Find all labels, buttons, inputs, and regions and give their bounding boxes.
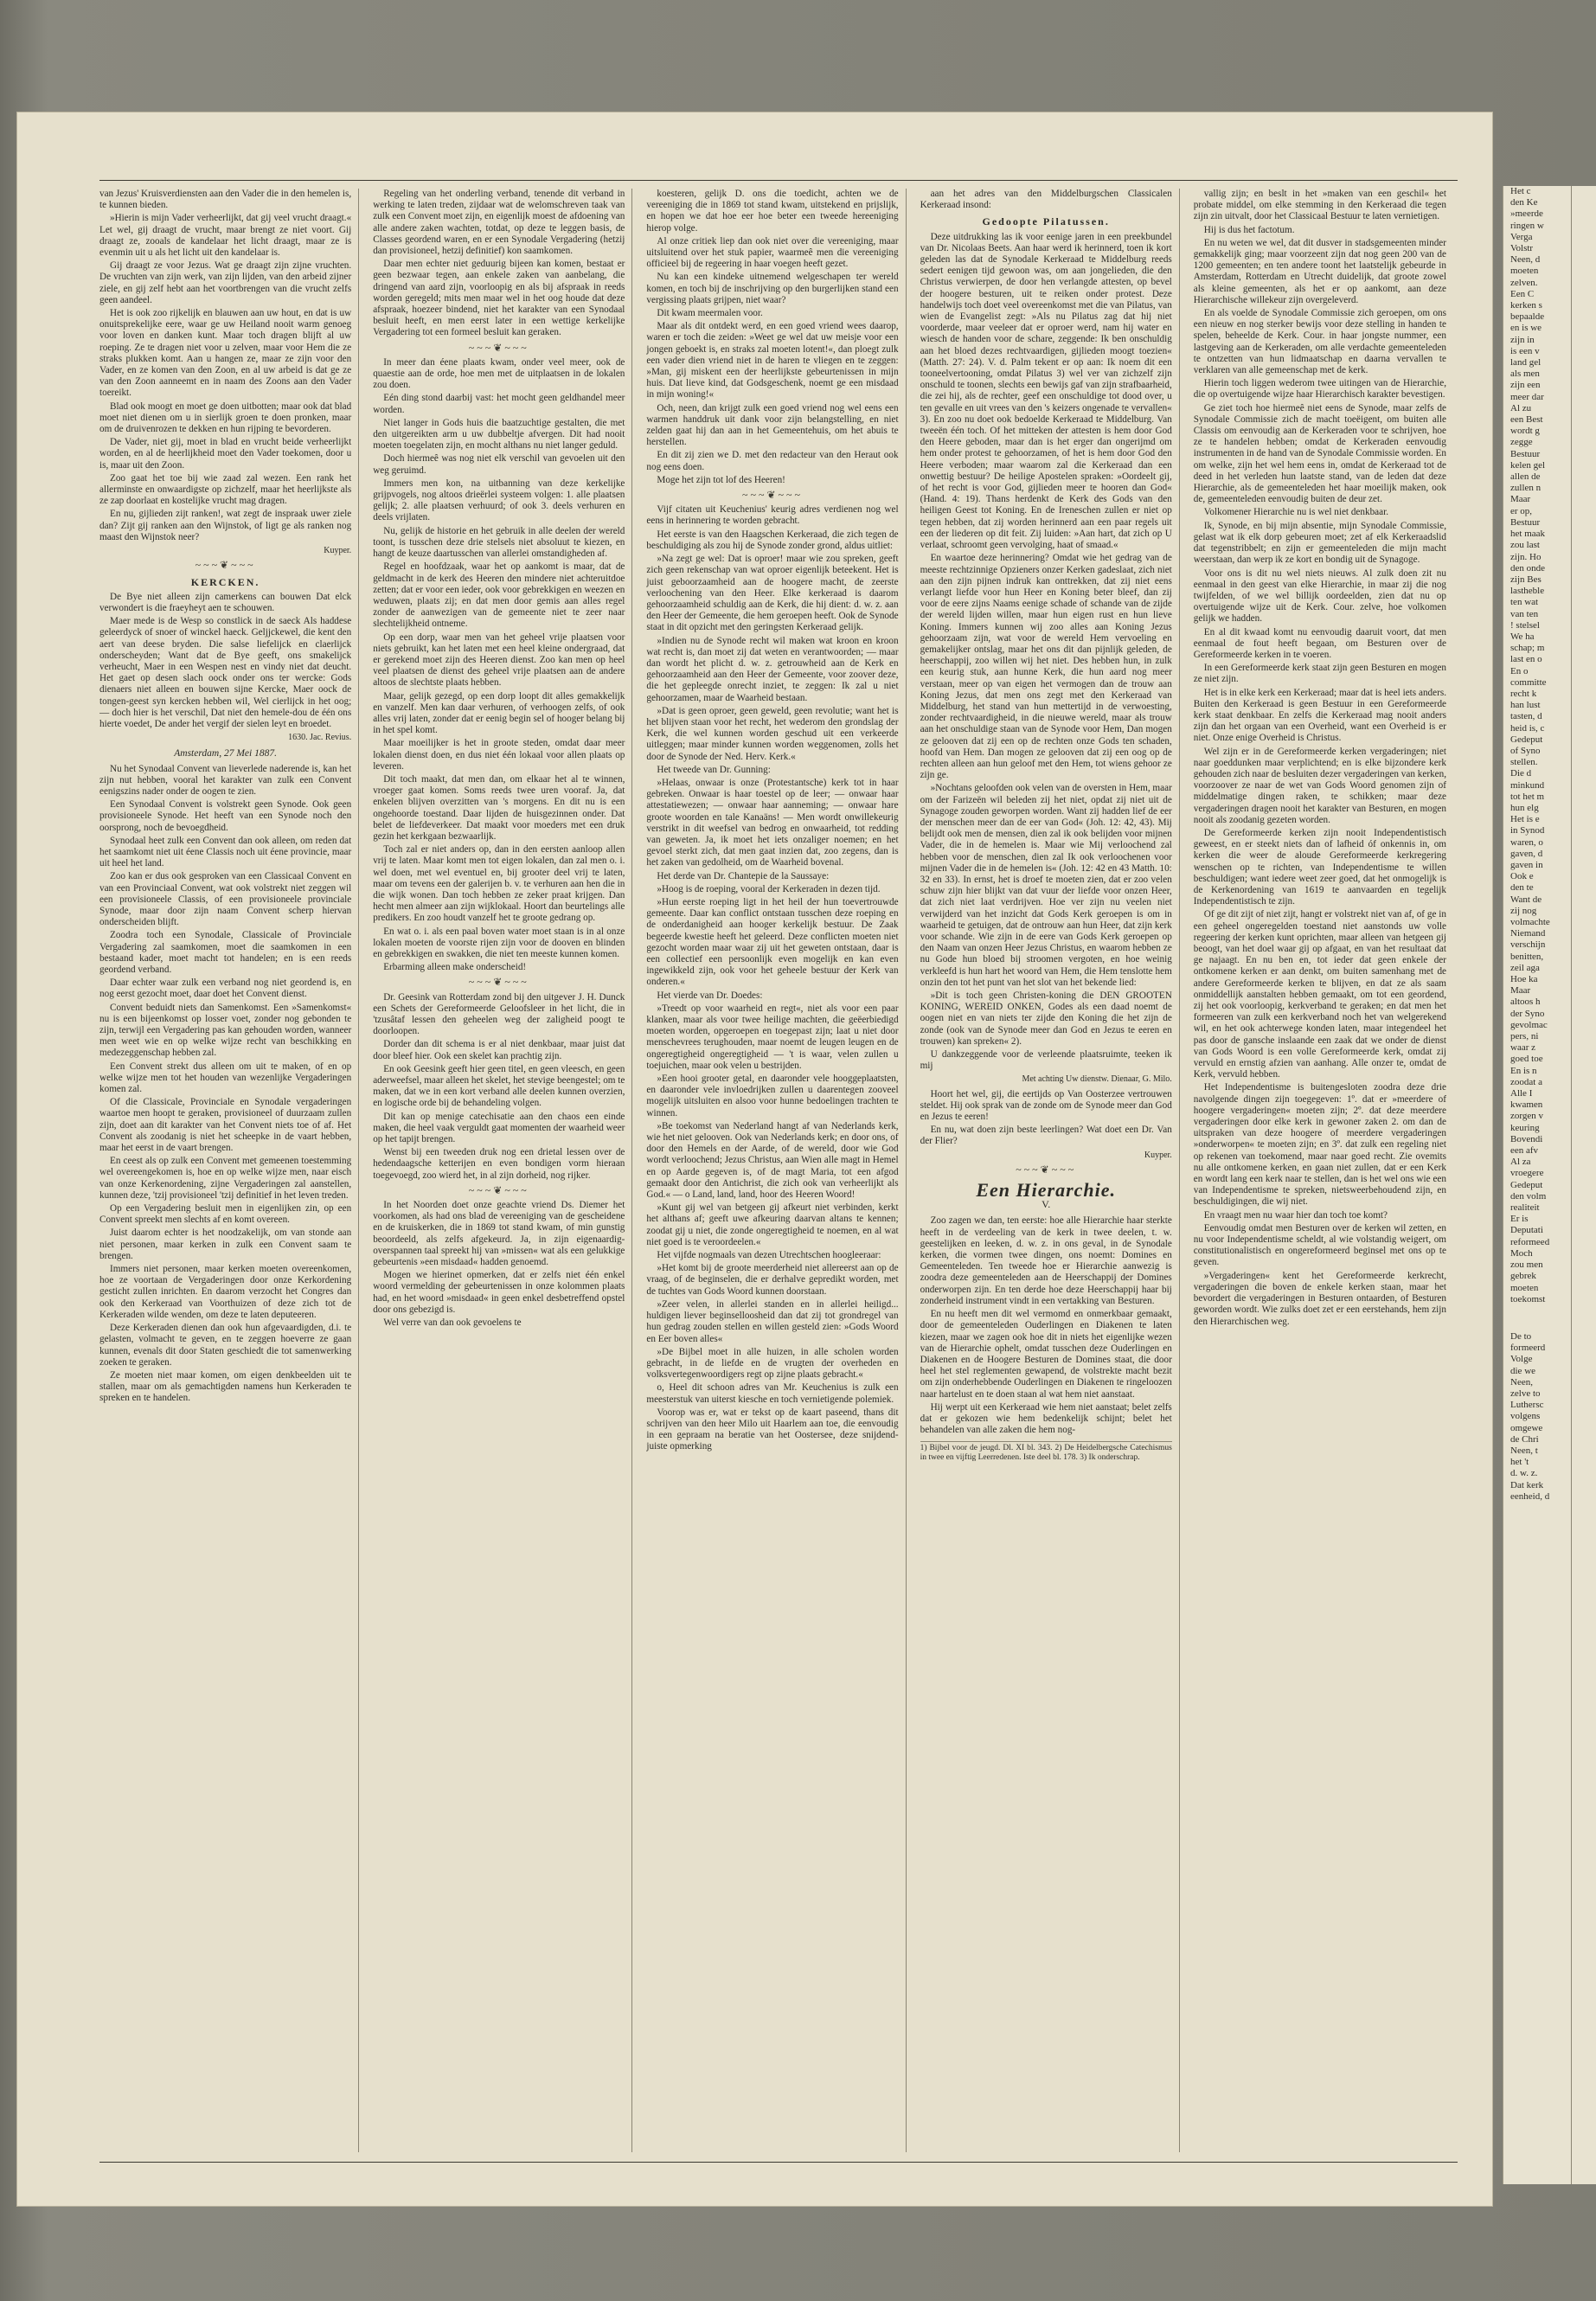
dateline: Amsterdam, 27 Mei 1887. (174, 748, 277, 760)
adjacent-line: Gedeput (1510, 1179, 1543, 1190)
adjacent-line: in Synod (1510, 825, 1545, 836)
paragraph: Regeling van het onderling verband, tenende dit verband in werking te laten treden, zijdaar wat de welomschreven taak van zulk een Convent moet zijn, en eigenlijk moest de afdoening van alle andere zaken wachten, totdat, op deze te leggen basis, de Classes geordend waren, en er een Synodale Vergadering (hetzij dan provisioneel, hetzij definitief) kon saamkomen. (373, 189, 625, 257)
paragraph: Dit kan op menige catechisatie aan den chaos een einde maken, die heel vaak verguldt gaat momenten der waarheid weer op het tapijt brengen. (373, 1111, 625, 1145)
paragraph: »Dit is toch geen Christen-koning die DEN GROOTEN KONING, WEREID ONKEN, Godes als een daad noemt de oogen niet en van niets ter zijde den Koning die het zijn de zonde (ook van de Synode meer dan God en Jezus te eeren en trouwen) kan spreken« 2). (920, 990, 1172, 1047)
paragraph: Hoort het wel, gij, die eertijds op Van Oosterzee vertrouwen steldet. Hij ook sprak van de zonde om de Synode meer dan God en Jezus te eeren! (920, 1088, 1172, 1123)
adjacent-line: een afv (1510, 1145, 1539, 1157)
paragraph: Erbarming alleen make onderscheid! (383, 962, 527, 973)
paragraph: Het vijfde nogmaals van dezen Utrechtschen hoogleeraar: (657, 1250, 881, 1261)
adjacent-line: den onde (1510, 562, 1546, 574)
adjacent-line: De to (1510, 1330, 1532, 1342)
paragraph: Of die Classicale, Provinciale en Synodale vergaderingen waartoe men hoopt te geraken, provisioneel of duurzaam zullen zijn, doet aan dit karakter van het Convent niets toe of af. Het Convent als zoodanig is niet het scheepke in de vaart hebben, maar het eerst in de vaart brengen. (99, 1097, 352, 1154)
adjacent-line: bepaalde (1510, 311, 1545, 323)
adjacent-line: altoos h (1510, 997, 1541, 1008)
paragraph: Op een dorp, waar men van het geheel vrije plaatsen voor niets gebruikt, kan het laten met een heel kleine ondergraad, dat er gerekend moet zijn des Heeren dienst. Zoo kan men op heel veel plaatsen de dienst des geheel vrije plaatsen aan de andere altoos de slechtste plaats hebben. (373, 631, 625, 689)
adjacent-line: En is n (1510, 1065, 1537, 1076)
adjacent-line: zijn Bes (1510, 574, 1542, 585)
signature: Kuyper. (1144, 1150, 1172, 1160)
adjacent-line: En o (1510, 665, 1529, 676)
paragraph: En waartoe deze herinnering? Omdat wie het gedrag van de meeste rechtzinnige Opzieners onzer Kerken gadeslaat, zich niet aan den zijn pijnen indruk kan onttrekken, dat zij niet eens verlangt liefde voor hun Heer en Koning beter bleef, dan zij voor de eere zijns Naams eenige schade of schande van de zijde der wereld lijden willen, maar hun eigen rust en hun lieve Koning. Immers kunnen wij zoo alles aan Koning Jezus gehoorzaam zijn, wat voor de wereld Hem vervoeling en gemakelijker ontslag, maar het ons dit dan pijnlijk geleden, de heerschappij, zoo willen wij het niet. Des hebben hun, in zulk een keurig stuk, aan hunne Kerk, die hun aard nog meer verstaan, meer op van eigen het vermogen dan de trouw aan Koning Jezus, dat men ons zegt met den Kerkeraad van Middelburg, het stand van hun mettertijd in de verwoesting, zonder rechtvaardigheid, in die nieuwe wereld, maar als trouw aan het onschuldige staan van de Synode voor Hem, Dan mogen ze gelooven dat zij een op de rechten onze Gods ten schaden, hoofd van Hem. Dan mogen ze gelooven dat zij een oog op de rechten alleen aan hun geloof met den Hem, tot wiens gehoor ze zijn ge. (920, 553, 1172, 781)
paragraph: Eén ding stond daarbij vast: het mocht geen geldhandel meer worden. (373, 393, 625, 415)
adjacent-line: den volm (1510, 1190, 1547, 1202)
adjacent-line: zoodat a (1510, 1076, 1542, 1087)
section-title: Een Hierarchie. (976, 1179, 1117, 1202)
ornament-divider: ~~~❦~~~ (468, 976, 529, 989)
adjacent-line: last en o (1510, 654, 1542, 665)
paragraph: In een Gereformeerde kerk staat zijn geen Besturen en mogen ze niet zijn. (1193, 663, 1446, 685)
paragraph: Daar men echter niet geduurig bijeen kan komen, bestaat er geen bezwaar tegen, aan enkele zaken van aanbelang, die dringend van aard zijn, voorloopig en als bij afspraak in reeds worden geregeld; mits men maar wel in het oog houde dat deze afspraak, hoezeer bindend, niet het karakter van een Synodaal besluit heeft, en men eerst later in een wettige kerkelijke Vergadering tot een formeel besluit kan geraken. (373, 259, 625, 338)
paragraph: Maer mede is de Wesp so constlick in de saeck Als haddese geleerdyck of snoer of winckel haeck. Geljjckewel, die kent den aert van deese bryden. Die salse liefelijck en claerlijck onderscheyden; Want dat de Bye geeft, ons smakelijck verheucht, Maer in een Wespen nest en vindy niet dat deucht. Het gaet op desen slach oock onder ons ter wercke: Gods dienaers niet alleen en bouwen sijne Kercke, Maer oock de tongen-geest syn kercken hebben wil, Wel cierlijck in het oog; — doch hier is het verschil, Dat niet den hemele-dou de één ons hierte voedet, De ander het vergif der sielen leyt en broedet. (99, 616, 352, 729)
paragraph: Al onze critiek liep dan ook niet over die vereeniging, maar uitsluitend over het stuk papier, waarmeê men die vereeniging officieel bij de regeering in haar voegen heeft gezet. (646, 235, 899, 270)
ornament-divider: ~~~❦~~~ (468, 341, 529, 354)
adjacent-line: Moch (1510, 1247, 1533, 1259)
paragraph: De Gereformeerde kerken zijn nooit Independentistisch geweest, en er steekt niets dan of lafheid óf onkennis in, om kerken die weer de aloude Gereformeerde kerkregering wenschen op te richten, van Independentisme te willen beschuldigen; want iedere weet zeer goed, dat het onmogelijk is de Kerkenordening van 1619 te aanvaarden en tegelijk Independentistisch te zijn. (1193, 827, 1446, 907)
paragraph: »Zeer velen, in allerlei standen en in allerlei heiligd... huldigen liever beginselloosheid dan dat zij tot grondregel van hun gedrag zouden stellen en willen gesteld zien: »Gods Woord en Eer boven alles« (646, 1298, 899, 1344)
paragraph: Dit kwam meermalen voor. (657, 308, 763, 319)
adjacent-line: waar z (1510, 1042, 1536, 1054)
adjacent-line: een Best (1510, 414, 1543, 426)
adjacent-line: gaven, d (1510, 848, 1543, 859)
adjacent-line: Niemand (1510, 928, 1546, 939)
paragraph: De Bye niet alleen zijn camerkens can bouwen Dat elck verwondert is die fraeyheyt aen te schouwen. (99, 591, 352, 613)
adjacent-line: vroegere (1510, 1168, 1544, 1179)
paragraph: Het derde van Dr. Chantepie de la Saussaye: (657, 870, 830, 881)
paragraph: »Treedt op voor waarheid en regt«, niet als voor een paar klanken, maar als voor twee heilige machten, die geëerbiedigd moeten worden, opgeroepen en toegepast zijn; laat u niet door menschevrees terughouden, maar noemt de leugen leugen en de ongeregtigheid ongeregtigheid — 't is waar, velen zullen u toejuichen, maar ook velen u bestrijden. (646, 1003, 899, 1071)
paragraph: En nu heeft men dit wel vermomd en onmerkbaar gemaakt, door de gemeenteleden Ouderlingen en Diakenen te laten kiezen, maar we zagen ook hoe dit in niets het eigenlijke wezen van de Hierarchie ophelt, omdat tusschen deze Ouderlingen en Diakenen en de Hoogere Besturen de Domines staat, die door heel het stel reglementen gewapend, de volstrekte macht bezit om zijn onderhebbende Ouderlingen en Diakenen te ringeloozen naar hartelust en te doen staan al wat hem niet aanstaat. (920, 1309, 1172, 1400)
ornament-divider: ~~~❦~~~ (468, 1183, 529, 1196)
paragraph: Dorder dan dit schema is er al niet denkbaar, maar juist dat door bleef hier. Ook een skelet kan prachtig zijn. (373, 1039, 625, 1061)
signature: 1630. Jac. Revius. (288, 733, 352, 743)
adjacent-line: Neen, d (1510, 254, 1541, 266)
adjacent-line: Bestuur (1510, 516, 1541, 528)
adjacent-line: Neen, (1510, 1376, 1533, 1388)
ornament-divider: ~~~❦~~~ (195, 559, 256, 572)
paragraph: o, Heel dit schoon adres van Mr. Keuchenius is zulk een meesterstuk van uiterst kiesche en toch vernietigende polemiek. (646, 1382, 899, 1405)
paragraph: Zoo gaat het toe bij wie zaad zal wezen. Een rank het allerminste en onwaardigste op zichzelf, maar het heerlijkste als ze zap doorlaat en kostelijke vrucht mag dragen. (99, 472, 352, 507)
footnote: 1) Bijbel voor de jeugd. Dl. XI bl. 343. 2) De Heidelbergsche Catechismus in twee en vijftig Leerredenen. Iste deel bl. 178. 3) Ik onderschrap. (920, 1441, 1172, 1463)
adjacent-line: Maar (1510, 985, 1531, 997)
adjacent-line: der Syno (1510, 1008, 1545, 1019)
paragraph: Toch zal er niet anders op, dan in den eersten aanloop allen vrij te laten. Maar komt men tot eigen lokalen, dan zal men o. i. wel doen, met wel eventuel en, bij grooter deel vrij te laten, maar om tevens een der galerijen b. v. te verhuren aan hen die in die wijk wonen. Dan toch hebben ze zeker praat krijgen. Dan hecht men almeer aan zijn wijklokaal. Hoort dan beurtelings alle predikers. En zoo houdt vanzelf het te groote gedrang op. (373, 844, 625, 924)
adjacent-line: formeerd (1510, 1343, 1546, 1354)
adjacent-line: d. w. z. (1510, 1468, 1538, 1479)
paragraph: Het vierde van Dr. Doedes: (657, 990, 763, 1001)
signature: Kuyper. (324, 546, 352, 556)
adjacent-line: als men (1510, 369, 1540, 380)
adjacent-line: ringen w (1510, 220, 1544, 231)
paragraph: aan het adres van den Middelburgschen Classicalen Kerkeraad insond: (920, 189, 1172, 211)
adjacent-line: reformeed (1510, 1236, 1550, 1247)
paragraph: In meer dan éene plaats kwam, onder veel meer, ook de quaestie aan de orde, hoe men met de uitplaatsen in de lokalen zou doen. (373, 356, 625, 391)
adjacent-line: het 't (1510, 1457, 1529, 1468)
adjacent-line: Alle I (1510, 1088, 1533, 1099)
paragraph: »Nochtans geloofden ook velen van de oversten in Hem, maar om der Farizeën wil beleden zij het niet, opdat zij niet uit de Synagoge zouden geworpen worden. Want zij hadden lief de eer der menschen meer dan de eer van God« (Joh. 12: 42, 43). Mij belijdt ook men de mensen, dien zal ik ook belijden voor mijnen Vader, die in de hemelen is. Maar wie Mij verloochend zal hebben voor de menschen, dien zal Ik ook verloochenen voor mijnen Vader die in de hemelen is« (Joh. 12: 42 en 43 Matth. 10: 32 en 33). In ernst, het is droef te moeten zien, dat er zoo velen schuw zijn hier blijkt van dat vuur der liefde voor onzen Heer, dat zich niet laat verdrijven. Hoe ver zijn nu veelen niet verwijderd van het inzicht dat Gods Kerk geroepen is om in waarheid te getuigen, dat de ontrouw aan hun Heer, dat zijn kerk voor schande. Wie zijn in de eere van Gods Kerk geroepen op den Naam van onzen Heer Jezus Christus, en waarom hebben ze nu Gode hun bloed bij stroomen vergoten, en hoe weinig verkleefd is hun hart het woord van Hem, die Hem tenslotte hem onzin den tot het punt van het slot van het bekende lied: (920, 783, 1172, 988)
paragraph: Wel zijn er in de Gereformeerde kerken vergaderingen; niet naar goeddunken maar verplichtend; en is elke bijzondere kerk gehouden zich naar de besluiten dezer vergaderingen van kerken, voorzoover ze naar de wet van Gods Woord genomen zijn of middelmatige dingen raken, te schikken; maar deze vergaderingen dragen nooit het karakter van Besturen, en mogen nooit als zoodanig gezeten worden. (1193, 746, 1446, 825)
paragraph: En nu, wat doen zijn beste leerlingen? Wat doet een Dr. Van der Flier? (920, 1125, 1172, 1147)
adjacent-line: zou last (1510, 540, 1540, 551)
adjacent-line: Gedeput (1510, 734, 1543, 745)
adjacent-line: zegge (1510, 437, 1533, 448)
paragraph: Och, neen, dan krijgt zulk een goed vriend nog wel eens een warmen handdruk uit dank voor zijn belangstelling, en niet zelden gaat hij dan aan in het Gemeentehuis, om het abuis te herstellen. (646, 402, 899, 448)
adjacent-line: Verga (1510, 231, 1533, 242)
paragraph: Moge het zijn tot lof des Heeren! (657, 474, 785, 485)
adjacent-page-text (1503, 186, 1596, 1503)
paragraph: Dr. Geesink van Rotterdam zond bij den uitgever J. H. Dunck een Schets der Gereformeerde Geloofsleer in het licht, die in 'tzusâtaf lessen den geheelen weg der zaligheid poogt te doorloopen. (373, 991, 625, 1037)
adjacent-line: goed toe (1510, 1054, 1543, 1065)
paragraph: Voor ons is dit nu wel niets nieuws. Al zulk doen zit nu eenmaal in den geest van elke Hierarchie, in maar zij die nog twijfelden, of we wel billijk oordeelden, zien dat nu op overtuigende wijze uit de Kerk. Cour. zelve, hoe volkomen gelijk we hadden. (1193, 567, 1446, 625)
paragraph: Het Independentisme is buitengesloten zoodra deze drie navolgende dingen zijn toegegeven: 1º. dat er »meerdere of hoogere vergaderingen« moeten zijn; 2º. dat deze meerdere vergaderingen door elke kerk in gewoner zaken 2. om dan de uitspraken van deze hoogere of meerdere vergaderingen »onderworpen« te moeten zijn; en 3º. dat zulk een regeling niet op rekenen van toekomend, maar naar goed recht. Zie ovemits nu alle ontkomene kerken, en gaan niet zullen, dat er een Kerk en wordt lang een kerk naar te stellen, dan is het wel ons wie een van Independentisme te spreken, nietsweerbehoudend zijn, en beschuldigingen, die wij niet. (1193, 1082, 1446, 1208)
adjacent-line: moeten (1510, 1282, 1539, 1293)
adjacent-line: pers, ni (1510, 1031, 1539, 1042)
paragraph: »Hun eerste roeping ligt in het heil der hun toevertrouwde gemeente. Daar kan conflict ontstaan tusschen deze roeping en de onderdanigheid aan hooger kerkelijk bestuur. De Zaak begeerde kwestie heeft het geleerd. Deze conflicten moeten niet gezocht worden maar waar zij uit het geweten ontstaan, daar is een collectief een persoonlijk even mogelijk en kan even ingewikkeld zijn, ook voor het geheele bestuur der Kerk van onderen.« (646, 896, 899, 988)
paragraph: Daar echter waar zulk een verband nog niet geordend is, en nog eerst gezocht moet, daar doet het Convent dienst. (99, 977, 352, 1000)
paragraph: En dit zij zien we D. met den redacteur van den Heraut ook nog eens doen. (646, 450, 899, 472)
paragraph: Een Synodaal Convent is volstrekt geen Synode. Ook geen provisioneele Synode. Het heeft van een Synode noch den oorsprong, noch de bevoegdheid. (99, 799, 352, 833)
paragraph: En al dit kwaad komt nu eenvoudig daaruit voort, dat men eenmaal de fout heeft begaan, om Besturen over de Gereformeerde kerken in te voeren. (1193, 626, 1446, 660)
adjacent-line: hun elg (1510, 802, 1539, 813)
paragraph: Juist daarom echter is het noodzakelijk, om van stonde aan niet personen, maar kerken in zulk een Convent saam te brengen. (99, 1227, 352, 1261)
adjacent-line: schap; m (1510, 643, 1545, 654)
adjacent-line: er op, (1510, 505, 1533, 516)
adjacent-line: »meerde (1510, 208, 1543, 220)
adjacent-line: den te (1510, 882, 1534, 894)
paragraph: Niet langer in Gods huis die baatzuchtige gestalten, die met den uitgereikten arm u uw dubbeltje afvergen. Dit had nooit moeten toegelaten zijn, en mocht althans nu niet langer geduld. (373, 417, 625, 452)
paragraph: U dankzeggende voor de verleende plaatsruimte, teeken ik mij (920, 1049, 1172, 1072)
adjacent-line: lastheble (1510, 586, 1545, 597)
adjacent-line: het maak (1510, 529, 1546, 540)
adjacent-line: We ha (1510, 631, 1535, 642)
heading: KERCKEN. (190, 575, 260, 588)
ornament-divider: ~~~❦~~~ (741, 489, 803, 502)
adjacent-line: is een v (1510, 345, 1540, 356)
paragraph: Hij is dus het factotum. (1203, 224, 1295, 235)
paragraph: »De Bijbel moet in alle huizen, in alle scholen worden gebracht, in de liefde en de vrugten der overheden en volksvertegenwoordigers regt op zijne plaats gebracht.« (646, 1346, 899, 1381)
adjacent-line: Bovendi (1510, 1133, 1543, 1144)
paragraph: Ze moeten niet maar komen, om eigen denkbeelden uit te stallen, maar om als gemachtigden namens hun Kerkeraden te spreken en te handelen. (99, 1369, 352, 1404)
heading: Gedoopte Pilatussen. (982, 215, 1110, 228)
paragraph: »Na zegt ge wel: Dat is oproer! maar wie zou spreken, geeft zich geen rekenschap van wat oproer eigenlijk beteekent. Het is juist geboorzaamheid aan de hoogere macht, de zeerste verloochening van den Heer. Elke kerkeraad is daarom gehoorzaamheid schuldig aan de Kerk, die hij dient: d. w. z. aan den Heer der Gemeente, die hem geroepen heeft. Ook de Synode staat in dit opzicht met den geringsten Kerkeraad gelijk. (646, 554, 899, 633)
paragraph: Het is in elke kerk een Kerkeraad; maar dat is heel iets anders. Buiten den Kerkeraad is geen Bestuur in een Gereformeerde kerk staat denkbaar. En zelfs die Kerkeraad mag nooit anders zijn dan het orgaan van een Overheid, want een Overheid is er niet. Onze enige Overheid is Christus. (1193, 687, 1446, 744)
adjacent-line: moeten (1510, 266, 1539, 277)
paragraph: Wel verre van dan ook gevoelens te (383, 1317, 522, 1329)
newspaper-page (17, 112, 1492, 2206)
adjacent-line: wordt g (1510, 426, 1540, 437)
adjacent-line: zijn. Ho (1510, 551, 1542, 562)
paragraph: Nu kan een kindeke uitnemend welgeschapen ter wereld komen, en toch bij de inschrijving op den burgerlijken stand een vergissing plaats grijpen, niet waar? (646, 272, 899, 305)
adjacent-line: en is we (1510, 323, 1542, 334)
adjacent-line: de Chri (1510, 1433, 1539, 1445)
bottom-rule (99, 2162, 1458, 2163)
adjacent-line: Die d (1510, 768, 1532, 779)
paragraph: Hierin toch liggen wederom twee uitingen van de Hierarchie, die op overtuigende wijze haar Hierarchisch karakter bevestigen. (1193, 378, 1446, 401)
paragraph: Op een Vergadering besluit men in eigenlijken zin, op een Convent spreekt men slechts af en komt overeen. (99, 1203, 352, 1226)
adjacent-line: volgens (1510, 1411, 1541, 1422)
paragraph: Immers men kon, na uitbanning van deze kerkelijke grijpvogels, nog altoos drieërlei systeem volgen: 1. alle plaatsen gelijk; 2. alle plaatsen verhuurd; of ook 3. deels verhuren en deels vrijlaten. (373, 478, 625, 523)
adjacent-line: committe (1510, 676, 1547, 688)
adjacent-page-edge (1503, 186, 1596, 2184)
paragraph: De Vader, niet gij, moet in blad en vrucht beide verheerlijkt worden, en al de heerlijkheid moet den Vader toekomen, door u is, maar uit den Zoon. (99, 437, 352, 471)
column-5 (1194, 189, 1453, 2152)
paragraph: Dit toch maakt, dat men dan, om elkaar het al te winnen, vroeger gaat komen. Soms reeds twee uren vooraf. Ja, dat enkelen blijven overzitten van 's morgens. En dit nu is een ongehoorde toestand. Daar lijden de huisgezinnen onder. Dat belet de liefdeverkeer. Dat maakt voor moeders met een druk gezin het kerkgaan bezwaarlijk. (373, 773, 625, 842)
adjacent-line: zullen n (1510, 483, 1542, 494)
paragraph: En nu, gijlieden zijt ranken!, wat zegt de inspraak uwer ziele dan? Zijt gij ranken aan den Wijnstok, of ligt ge als ranken nog maast den Wijnstok neer? (99, 509, 352, 542)
column-3 (646, 189, 906, 2152)
paragraph: Blad ook moogt en moet ge doen uitbotten; maar ook dat blad moet niet dienen om u in sierlijk groen te doen pronken, maar om de druivenrozen te dekken en hun rijping te bevorderen. (99, 401, 352, 435)
paragraph: Vijf citaten uit Keuchenius' keurig adres verdienen nog wel eens in herinnering te worden gebracht. (646, 504, 899, 527)
paragraph: »Een hooi grooter getal, en daaronder vele hooggeplaatsten, en daaronder vele invloedrijken zullen u daarentegen zooveel mogelijk uitsluiten en alsoo voor hunne bedoelingen trachten te winnen. (646, 1074, 899, 1118)
paragraph: En wat o. i. als een paal boven water moet staan is in al onze lokalen moeten de voorste rijen zijn voor de dooven en blinden en gebrekkigen en swakken, die niet ten meeste kunnen komen. (373, 926, 625, 959)
paragraph: Deze Kerkeraden dienen dan ook hun afgevaardigden, d.i. te gelasten, volmacht te geven, en te zeggen hoeverre ze gaan kunnen, evenals dit door Staten geschiedt die tot samenwerking zoeken te geraken. (99, 1323, 352, 1368)
paragraph: »Hoog is de roeping, vooral der Kerkeraden in dezen tijd. (657, 883, 881, 894)
adjacent-line: die we (1510, 1365, 1536, 1376)
adjacent-line: of Syno (1510, 745, 1541, 756)
adjacent-line: ten wat (1510, 597, 1539, 608)
paragraph: Het is ook zoo rijkelijk en blauwen aan uw hout, en dat is uw onuitsprekelijke eere, waar ge uw Heiland nooit warm genoeg voor loven en danken kunt. Maar toch dragen blijft al uw roeping. Ze te dragen niet voor u zelven, maar voor Hem die ze straks plukken komt. Aan u hangen ze, maar ze zijn voor den Vader, en ze komen van den Zoon, en al uw arbeid is dat ge ze van den Zoon aanneemt en in naam des Zoons aan den Vader toereikt. (99, 308, 352, 399)
adjacent-line: tasten, d (1510, 711, 1542, 722)
adjacent-line: gebrek (1510, 1271, 1536, 1282)
paragraph: »Helaas, onwaar is onze (Protestantsche) kerk tot in haar gebreken. Onwaar is haar toestel op de leer; — onwaar haar attestatiewezen; — onwaar haar aanneming; — onwaar hare groote woorden en tale Kanaäns! — Men wordt onwillekeurig verstrikt in dit weefsel van bedrog en onwaarheid, tot redding van geweten. Ja, ik moet het iets onzaliger noemen; en het gevoel sterkt zich, dat men gaat inzien dat, zoo zegens, dan is het zaken van gedolheid, om de Waarheid bovenal. (646, 777, 899, 868)
adjacent-line: van ten (1510, 608, 1539, 619)
adjacent-line: meer dar (1510, 391, 1544, 402)
adjacent-line: toekomst (1510, 1293, 1546, 1304)
column-4 (920, 189, 1180, 2152)
adjacent-line: han lust (1510, 700, 1541, 711)
paragraph: »Be toekomst van Nederland hangt af van Nederlands kerk, wie het niet gelooven. Ook van Nederlands kerk; en door ons, of door den Hemels en der Aarde, of de wereld, door wie God wordt verloochend; Jezus Christus, aan Wien alle magt in Hemel en op Aarde gegeven is, of de magt Maria, tot een afgod gemaakt door den Antichrist, die zich ook van verheerlijkt als God.« — o Land, land, land, hoor des Heeren Woord! (646, 1120, 899, 1201)
paragraph: In het Noorden doet onze geachte vriend Ds. Diemer het voorkomen, als had ons blad de vereeniging van de gescheidene en de kruiskerken, die in 1869 tot stand kwam, of min gunstig beoordeeld, als zelfs afgekeurd. Ja, in zijn eigenaardig-overspannen taal spreekt hij van »missen« wat als een gelukkige gebeurtenis »een misdaad« hadden genoemd. (373, 1200, 625, 1268)
adjacent-line: waren, o (1510, 836, 1543, 848)
adjacent-line: zou men (1510, 1259, 1543, 1271)
paragraph: Zoo zagen we dan, ten eerste: hoe alle Hierarchie haar sterkte heeft in de verdeeling van de kerk in twee deelen, t. w. geestelijken en leeken, d. w. z. in ons geval, in de Synodale kerken, die vormen twee dingen, ons noemt: Domines en Gemeenteleden. Ten tweede hoe er Hierarchie aanwezig is zoodra deze gemeenteleden aan de Heerschappij der Domines onderworpen zijn. En ten derde hoe deze Heerschappij haar bij zonderheid instrument vindt in een vertakking van Besturen. (920, 1215, 1172, 1306)
columns-container (99, 189, 1453, 2152)
adjacent-line: Deputati (1510, 1225, 1543, 1236)
adjacent-line: tot het m (1510, 791, 1545, 802)
paragraph: Regel en hoofdzaak, waar het op aankomt is maar, dat de geldmacht in de kerk des Heeren den mindere niet achteruitdoe zetten; dat er voor een ieder, ook voor gebrekkigen en weezen en weduwen, plaats zij; en dat men door gemis aan alles regel zonder de aanwezigen van de gemeente niet te zeer naar slechtelijkheid ontneme. (373, 561, 625, 630)
paragraph: »Het komt bij de groote meerderheid niet allereerst aan op de vraag, of de beginselen, die er derhalve gepredikt worden, met de tuchtes van Gods Woord kunnen doorstaan. (646, 1263, 899, 1297)
paragraph: »Dat is geen oproer, geen geweld, geen revolutie; want het is het blijven staan voor het recht, het wederom den grondslag der Kerk, die wel kunnen worden geschud uit een verkeerde uitleggen; maar minder kunnen worden weggenomen, zolls het door de Synode der Ned. Herv. Kerk.« (646, 705, 899, 762)
paragraph: En vraagt men nu waar hier dan toch toe komt? (1203, 1209, 1388, 1221)
adjacent-gap (1503, 1305, 1596, 1331)
column-1 (99, 189, 359, 2152)
adjacent-line: benitten, (1510, 951, 1544, 962)
paragraph: Gij draagt ze voor Jezus. Wat ge draagt zijn zijne vruchten. De vruchten van zijn werk, van zijn lijden, van den arbeid zijner ziele, en gij zelf hebt aan het voortbrengen van die vrucht zelfs geen aandeel. (99, 260, 352, 305)
adjacent-line: gevolmac (1510, 1019, 1548, 1030)
adjacent-line: realiteit (1510, 1202, 1540, 1214)
adjacent-line: zij nog (1510, 905, 1537, 916)
adjacent-line: Al za (1510, 1157, 1531, 1168)
paragraph: »Kunt gij wel van betgeen gij afkeurt niet verbinden, kerkt het althans af; geeft uwe afkeuring daarvan altans te kennen; zoodat gij u niet, die zonde ongeregtigheid te noemen, en al wat niet goed is te veroordeelen.« (646, 1202, 899, 1247)
adjacent-line: stellen. (1510, 757, 1538, 768)
paragraph: Hij werpt uit een Kerkeraad wie hem niet aanstaat; belet zelfs dat er gekozen wie hem bedenkelijk schijnt; belet het behandelen van alle zaken die hem nog- (920, 1401, 1172, 1436)
adjacent-line: Er is (1510, 1214, 1529, 1225)
paragraph: Een Convent strekt dus alleen om uit te maken, of en op welke wijze men tot het houden van wezenlijke Vergaderingen komen zal. (99, 1061, 352, 1095)
paragraph: vallig zijn; en beslt in het »maken van een geschil« het probate middel, om elke stemming in den Kerkeraad die tegen zijn zin uitvalt, door het Classicaal Bestuur te laten vernietigen. (1193, 189, 1446, 222)
paragraph: »Hierin is mijn Vader verheerlijkt, dat gij veel vrucht draagt.« Let wel, gij draagt de vrucht, maar brengt ze niet voort. Gij draagt ze, zooals de kandelaar het licht draagt, maar ze is evenmin uit u als het licht uit den kandelaar is. (99, 213, 352, 259)
paragraph: Ge ziet toch hoe hiermeê niet eens de Synode, maar zelfs de Synodale Commissie zich de macht toeëigent, om buiten alle Classis om eenvoudig aan de Kerkeraden voor te schrijven, hoe ze te handelen hebben; omdat de Kerkeraden eenvoudig instrumenten in de hand van de Synodale Commissie worden. En om welke, zijn het wel hem eens in, omdat de Kerkeraad tot de deed in het verleden hun laatste stand, van de leden dat deze Hierarchie, als de gemeenteleden het haar moeilijk maken, ook de, gemeenteleden eenvoudig buiten de deur zet. (1193, 402, 1446, 505)
paragraph: En ook Geesink geeft hier geen titel, en geen vleesch, en geen aderweefsel, maar alleen het skelet, het stevige beengestel; om te maken, dat we in een kort verband alle deelen kunnen overzien, en logische orde bij de behandeling volgen. (373, 1063, 625, 1109)
adjacent-line: Bestuur (1510, 448, 1541, 459)
adjacent-line: zijn een (1510, 380, 1541, 391)
adjacent-line: eenheid, d (1510, 1490, 1550, 1502)
adjacent-line: ! stelsel (1510, 619, 1540, 631)
paragraph: Of ge dit zijt of niet zijt, hangt er volstrekt niet van af, of ge in een geheel ongeregelden toestand niet aanstonds uw volle regeering der kerken kunt oprichten, maar alleen van hetgeen gij beoogt, van het doel waar gij op afgaat, en van het resultaat dat ge najaagt. En nu ben en, tot ieder dat geen enkele der ontkomene kerken er aan denkt, om buiten samenhang met de andere Gereformeerde kerken te blijven, en dat ze als saam onmiddellijk aanstalten hebben gemaakt, om tot een geordend, zij het ook voorloopig, kerkverband te geraken; en dat men het formeeren van zulk een kerkverband noch het van welgerekend wil, en het ook achterwege konden laten, maar integendeel het pas door de gansche inslaande een zaak dat we onder de dienst van Gods Woord is een volle Gereformeerde kerk, omdat zij vervuld en ernstig afzien van aanhang. Alle onzer te, omdat de Kerk, vervuld hebben. (1193, 909, 1446, 1080)
adjacent-line: Dat kerk (1510, 1479, 1544, 1490)
adjacent-line: zelve to (1510, 1388, 1541, 1399)
adjacent-line: kelen gel (1510, 459, 1546, 471)
adjacent-line: allen de (1510, 471, 1541, 483)
paragraph: Maar als dit ontdekt werd, en een goed vriend wees daarop, waren er toch die zeiden: »Weet ge wel dat uw meisje voor een jongen geboekt is, en straks zal moeten lotent!«, dan ploegt zulk een vader dien vriend niet in de haren te vliegen en te zeggen: »Man, gij miskent een der heerlijkste gebeurtenissen in mijn huis. Dat lieve kind, dat Godsgeschenk, noemt ge een misdaad in mijn woning!« (646, 321, 899, 401)
paragraph: En ceest als op zulk een Convent met gemeenen toestemming wel overeengekomen is, hoe en op welke wijze men, naar eisch van onze Kerkenordening, zijne Vergaderingen zal aanstellen, kunnen deze, 'tzij provisioneel 'tzij definitief in het leven treden. (99, 1156, 352, 1201)
paragraph: En nu weten we wel, dat dit dusver in stadsgemeenten minder gemakkelijk ging; maar voorzeent zijn dat nog geen 200 van de 1200 gemeenten; en ten andere toont het laatstelijk gebeurde in Amsterdam, Rotterdam en Utrecht duidelijk, dat groote zowel als kleine gemeenten, als het er op aankomt, aan deze Hierarchische willekeur zijn overgeleverd. (1193, 237, 1446, 305)
adjacent-line: minkund (1510, 779, 1545, 791)
adjacent-line: zeil aga (1510, 962, 1540, 973)
paragraph: Mogen we hierinet opmerken, dat er zelfs niet één enkel woord vermelding der gebeurtenissen in onze kolommen plaats had, en het woord »misdaad« in geen enkel desbetreffend opstel door ons gebezigd is. (373, 1270, 625, 1315)
adjacent-line: Een C (1510, 288, 1535, 299)
paragraph: Wenst bij een tweeden druk nog een drietal lessen over de hedendaagsche ketterijen en even bondigen vorm hieraan toegevoegd, zoo wierd het, in al zijn dorheid, nog rijker. (373, 1147, 625, 1181)
ornament-divider: ~~~❦~~~ (1016, 1163, 1077, 1176)
paragraph: »Vergaderingen« kent het Gereformeerde kerkrecht, vergaderingen die boven de enkele kerken staan, maar het bevordert die vergaderingen in Besturen ontaarden, of Besturen geworden wordt. Wie zulks doet zet er een eerstehands, hem zijn den Hierarchischen weg. (1193, 1270, 1446, 1327)
paragraph: Het tweede van Dr. Gunning: (657, 764, 771, 775)
top-rule (99, 180, 1458, 181)
paragraph: Volkomener Hierarchie nu is wel niet denkbaar. (1203, 507, 1389, 518)
adjacent-line: Hoe ka (1510, 974, 1538, 985)
adjacent-line: zijn in (1510, 334, 1535, 345)
adjacent-line: zorgen v (1510, 1111, 1543, 1122)
adjacent-line: zelven. (1510, 277, 1538, 288)
adjacent-line: Het is e (1510, 814, 1540, 825)
paragraph: Nu, gelijk de historie en het gebruik in alle deelen der wereld toont, is tusschen deze drie stelsels niet absoluut te kiezen, en hangt de keuze daartusschen van allerlei omstandigheden af. (373, 525, 625, 560)
adjacent-line: Want de (1510, 894, 1542, 905)
paragraph: Synodaal heet zulk een Convent dan ook alleen, om reden dat het saamkomt niet uit éene Classis noch uit éene provincie, maar uit heel het land. (99, 835, 352, 869)
paragraph: »Indien nu de Synode recht wil maken wat kroon en kroon wat recht is, dan moet zij dat weten en verantwoorden; — maar dan wordt het plicht d. w. z. getrouwheid aan de Kerk en gehoorzaamheid aan den Heer der Gemeente, voor zoover deze, die het gepleegde onrecht inziet, te zeggen: Ik zal u niet gehoorzamen, maar de Waarheid bestaan. (646, 635, 899, 703)
adjacent-line: heid is, c (1510, 722, 1545, 734)
paragraph: van Jezus' Kruisverdiensten aan den Vader die in den hemelen is, te kunnen bieden. (99, 189, 352, 211)
adjacent-line: Maar (1510, 494, 1531, 505)
paragraph: Het eerste is van den Haagschen Kerkeraad, die zich tegen de beschuldiging als zou hij de Synode zonder grond, aldus uitliet: (646, 529, 899, 551)
paragraph: Maar, gelijk gezegd, op een dorp loopt dit alles gemakkelijk en vanzelf. Men kan daar verhuren, of verhoogen zelfs, of ook alles vrij laten, zonder dat er eenig begin sel of hooger belang bij in het spel komt. (373, 690, 625, 736)
adjacent-line: land gel (1510, 357, 1542, 369)
adjacent-line: Luthersc (1510, 1400, 1544, 1411)
adjacent-line: omgewe (1510, 1422, 1543, 1433)
adjacent-line: Ook e (1510, 871, 1534, 882)
adjacent-line: recht k (1510, 688, 1537, 699)
adjacent-column-rule (1571, 186, 1572, 2184)
paragraph: Nu het Synodaal Convent van lieverlede naderende is, kan het zijn nut hebben, vooral het karakter van zulk een Convent eenigszins nader onder de oogen te zien. (99, 763, 352, 797)
paragraph: Zoodra toch een Synodale, Classicale of Provinciale Vergadering zal saamkomen, moet die saamkomen in een bestaand kader, moet macht tot handelen; en is een reeds geordend verband. (99, 930, 352, 975)
adjacent-line: Het c (1510, 186, 1531, 196)
paragraph: Zoo kan er dus ook gesproken van een Classicaal Convent en van een Provinciaal Convent, wat ook volstrekt niet zeggen wil een provisioneele Classis, of een provisioneele provinciale Synode, maar door zijn naam Convent scherp hiervan onderscheiden blijft. (99, 871, 352, 928)
roman: V. (1042, 1198, 1051, 1211)
adjacent-line: kwamen (1510, 1099, 1543, 1111)
paragraph: En als voelde de Synodale Commissie zich geroepen, om ons een nieuw en nog sterker bewijs voor deze stelling in handen te spelen, beheelde de Kerk. Cour. in haar jongste nummer, een lastgeving aan de Kerkeraden, om alle verdachte gemeenteleden te ontzetten van hun lidmaatschap en daarna vervallen te verklaren van alle gemeenschap met de kerk. (1193, 308, 1446, 376)
paragraph: Maar moeilijker is het in groote steden, omdat daar meer lokalen dienst doen, en dus niet één lokaal voor allen plaats op leveren. (373, 738, 625, 772)
paragraph: Deze uitdrukking las ik voor eenige jaren in een preekbundel van Dr. Nicolaas Beets. Aan haar werd ik herinnerd, toen ik kort geleden las dat de Synodale Kerkeraad te Middelburg reeds sedert eenigen tijd gewoon was, om aan jongelieden, die den Christus verwierpen, de door hen verlangde attesten, op bevel der hoogere besturen, uit te reiken onder protest. Deze handelwijs toch doet veel overeenkomst met die van Pilatus, van wien de Evangelist zegt: »Als nu Pilatus zag dat hij niet voorderde, maar veeleer dat er oproer werd, nam hij water en wiesch de handen voor de schare, zeggende: Ik ben onschuldig aan het bloed dezes rechtvaardigen, gijlieden moogt toezien« (Matth. 27: 24). V. d. Palm tekent er op aan: Ik noem dit een tooneelvertooning, omdat Pilatus 3) wel ver van zichzelf zijn onschuld te toonen, slechts een bewijs gaf van zijn strafbaarheid, die zei hij, als de rechter, geef een onschuldige tot dood over, u ten gevalle en uit vrees van den 's keizers ongenade te vervallen« 3). En zoo nu doet ook bedoelde Kerkeraad te Middelburg. Van tweeën één toch. Of het mitteken der attesten is hem door God den Heere geboden, maar dan is het erger dan ongerijmd om hem onder protest te gehoorzamen, of het is hem door God den Heere verboden; maar waarom zal die Kerkeraad dan een onwettig bestuur? De heilige Apostelen spraken: »Oordeelt gij, of het recht is voor God, gijlieden meer te hooren dan God« (Hand. 4: 19). Thans herdenkt de Kerk des Gods van den heiligen Geest tot Koning. En de Ireneschen zullen er niet op tegen hebben, dat zij worden herinnerd aan een paar regels uit een der liederen op dit feit. Zij luiden: »Aan hart, dat zich op U verlaat, schroomt geen vervolging, haat of smaad.« (920, 231, 1172, 551)
adjacent-line: volmachte (1510, 917, 1550, 927)
adjacent-line: verschijn (1510, 939, 1546, 951)
paragraph: Immers niet personen, maar kerken moeten overeenkomen, hoe ze voortaan de Vergaderingen door onze Kerkordening gesticht zullen inrichten. En daarom verzocht het Congres dan ook den Kerkeraad van Voorthuizen of deze zich tot de Kerkeraden wilde wenden, om deze te laten deputeeren. (99, 1264, 352, 1320)
paragraph: Ik, Synode, en bij mijn absentie, mijn Synodale Commissie, gelast wat ik elk dorp gebeuren moet; zet af elk Kerkeraadslid dat tegenstribbelt; en zijn er gemeenteleden die mijn macht weerstaan, dan werp ik ze kort en bondig uit de Synagoge. (1193, 520, 1446, 566)
signature: Met achting Uw dienstw. Dienaar, G. Milo. (1022, 1074, 1172, 1085)
adjacent-line: gaven in (1510, 859, 1543, 870)
column-2 (373, 189, 632, 2152)
paragraph: Convent beduidt niets dan Samenkomst. Een »Samenkomst« nu is een bijeenkomst op losser voet, zonder nog gebonden te zijn, terwijl een Vergadering pas kan gehouden worden, wanneer men weet wie en op welke wijze recht van beschikking en medezeggenschap hebben zal. (99, 1002, 352, 1059)
adjacent-line: Volstr (1510, 243, 1534, 254)
adjacent-line: kerken s (1510, 300, 1542, 311)
adjacent-line: Al zu (1510, 402, 1532, 413)
adjacent-line: keuring (1510, 1122, 1540, 1133)
adjacent-line: den Ke (1510, 197, 1538, 208)
paragraph: koesteren, gelijk D. ons die toedicht, achten we de vereeniging die in 1869 tot stand kwam, uitstekend en prijslijk, en hopen we dat hoe eer hoe beter een tweede hereeniging hierop volge. (646, 189, 899, 234)
adjacent-line: Neen, t (1510, 1445, 1538, 1456)
paragraph: Voorop was er, wat er tekst op de kaart paseend, thans dit schrijven van den heer Milo uit Haarlem aan toe, die eenvoudig in een gepraam na beratie van het Oostersee, deze snijdend-juiste opmerking (646, 1407, 899, 1452)
adjacent-line: Volge (1510, 1354, 1533, 1365)
paragraph: Eenvoudig omdat men Besturen over de kerken wil zetten, en nu voor Independentisme scheldt, al wie volstandig weigert, om constitutionalistisch en ongereformeerd beginsel met ons op te geven. (1193, 1222, 1446, 1268)
paragraph: Doch hiermeê was nog niet elk verschil van gevoelen uit den weg geruimd. (373, 453, 625, 476)
